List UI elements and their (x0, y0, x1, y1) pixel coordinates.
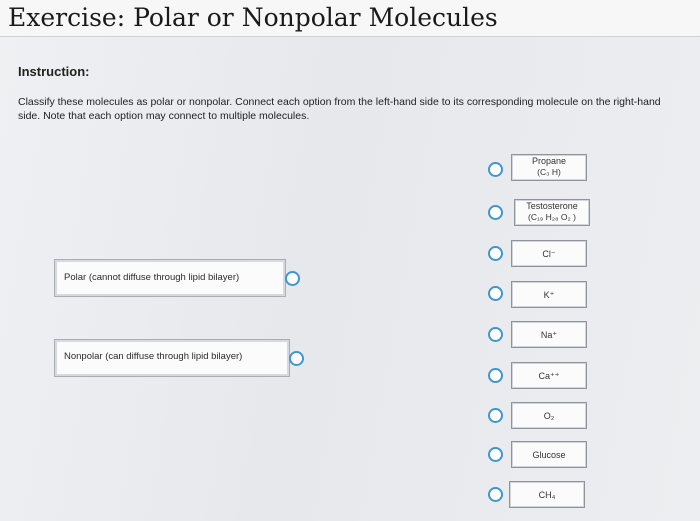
target-oxygen-label: O₂ (543, 411, 555, 421)
target-glucose-label: Glucose (532, 450, 566, 460)
target-testosterone-connector-handle[interactable] (488, 205, 503, 220)
target-glucose[interactable] (511, 441, 587, 468)
target-calcium[interactable] (511, 362, 587, 389)
title-bar (0, 0, 700, 37)
target-testosterone-formula: (C₁₉ H₂₈ O₂ ) (528, 212, 576, 222)
option-polar[interactable] (54, 259, 286, 297)
target-testosterone-name: Testosterone (526, 201, 578, 211)
target-testosterone[interactable] (514, 199, 590, 226)
target-potassium-label: K⁺ (543, 290, 555, 300)
option-polar-label: Polar (cannot diffuse through lipid bilayer) (64, 272, 240, 283)
target-calcium-connector-handle[interactable] (488, 368, 503, 383)
target-chloride[interactable] (511, 240, 587, 267)
instruction-heading: Instruction: (18, 64, 90, 79)
target-methane-connector-handle[interactable] (488, 487, 503, 502)
target-sodium-label: Na⁺ (540, 330, 558, 340)
option-nonpolar-connector-handle[interactable] (289, 351, 304, 366)
target-calcium-label: Ca⁺⁺ (538, 371, 560, 381)
option-nonpolar[interactable] (54, 339, 290, 377)
instruction-text: Classify these molecules as polar or nonpolar. Connect each option from the left-hand side to its corresponding molecule on the right-hand side. Note that each option may connect to multiple molecules. (18, 96, 661, 122)
target-sodium-connector-handle[interactable] (488, 327, 503, 342)
target-propane-name: Propane (531, 156, 567, 166)
target-sodium[interactable] (511, 321, 587, 348)
option-nonpolar-label: Nonpolar (can diffuse through lipid bilayer) (64, 351, 243, 362)
target-potassium[interactable] (511, 281, 587, 308)
target-chloride-connector-handle[interactable] (488, 246, 503, 261)
target-oxygen-connector-handle[interactable] (488, 408, 503, 423)
option-polar-connector-handle[interactable] (285, 271, 300, 286)
target-propane-formula: (C₃ H) (537, 167, 561, 177)
target-propane-connector-handle[interactable] (488, 162, 503, 177)
target-potassium-connector-handle[interactable] (488, 286, 503, 301)
target-methane[interactable] (509, 481, 585, 508)
target-propane[interactable] (511, 154, 587, 181)
target-oxygen[interactable] (511, 402, 587, 429)
target-chloride-label: Cl⁻ (542, 249, 556, 259)
target-glucose-connector-handle[interactable] (488, 447, 503, 462)
page-title: Exercise: Polar or Nonpolar Molecules (8, 3, 498, 32)
target-methane-label: CH₄ (538, 490, 556, 500)
